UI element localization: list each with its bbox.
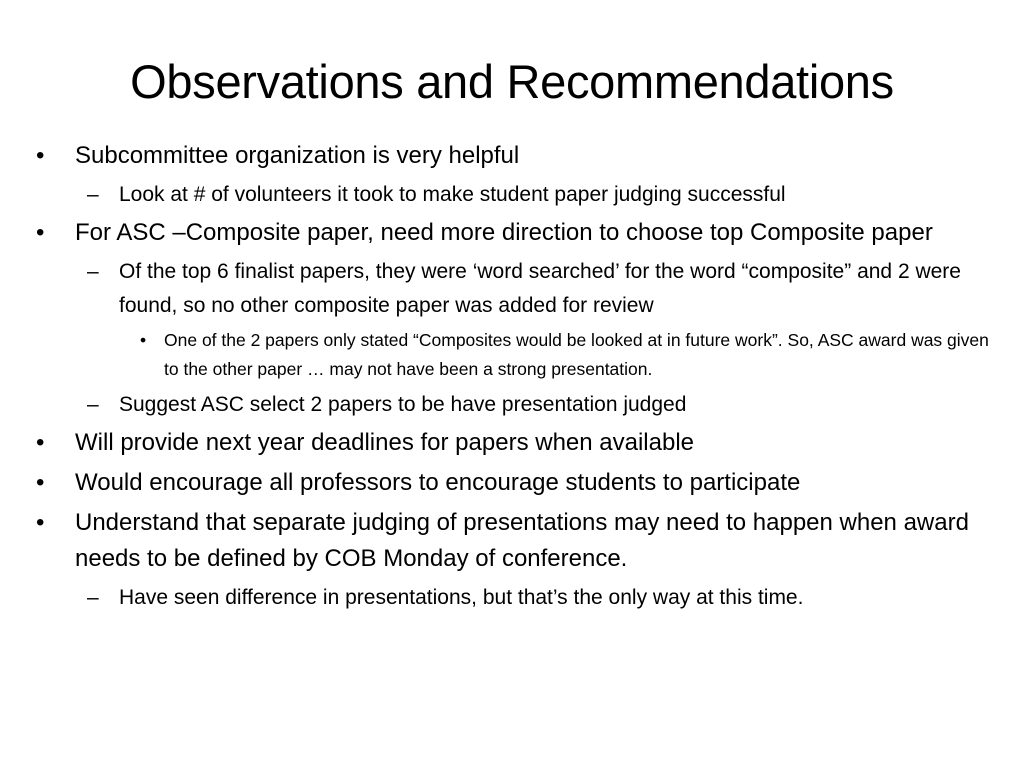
bullet-list <box>36 138 1006 618</box>
bullet-text: For ASC –Composite paper, need more direction to choose top Composite paper <box>75 219 933 246</box>
sub-bullet-text: Suggest ASC select 2 papers to be have presentation judged <box>119 393 687 416</box>
bullet-dot-icon: • <box>36 429 45 456</box>
bullet-dot-icon: • <box>36 142 45 169</box>
sub-bullet-item <box>87 581 1006 615</box>
sub-bullet-item <box>87 255 1006 323</box>
dash-icon: – <box>87 393 99 416</box>
bullet-dot-icon: • <box>36 219 45 246</box>
sub-bullet-text: Have seen difference in presentations, but that’s the only way at this time. <box>119 586 804 609</box>
sub-bullet-item <box>87 178 1006 212</box>
bullet-dot-icon: • <box>36 509 45 536</box>
sub-sub-bullet-text: One of the 2 papers only stated “Composites would be looked at in future work”. So, ASC award was given to the other paper … may not have been a strong presentation. <box>164 330 989 379</box>
bullet-dot-icon: • <box>36 469 45 496</box>
small-bullet-icon: • <box>140 330 147 350</box>
bullet-item <box>36 215 1006 251</box>
bullet-text: Will provide next year deadlines for papers when available <box>75 429 695 456</box>
sub-bullet-item <box>87 388 1006 422</box>
bullet-text: Understand that separate judging of presentations may need to happen when award needs to be defined by COB Monday of conference. <box>75 509 969 572</box>
bullet-item <box>36 138 1006 174</box>
bullet-item <box>36 425 1006 461</box>
dash-icon: – <box>87 586 99 609</box>
sub-bullet-text: Of the top 6 finalist papers, they were ‘word searched’ for the word “composite” and 2 were found, so no other composite paper was added for review <box>119 260 961 317</box>
sub-bullet-text: Look at # of volunteers it took to make student paper judging successful <box>119 183 786 206</box>
bullet-text: Subcommittee organization is very helpful <box>75 142 520 169</box>
bullet-text: Would encourage all professors to encourage students to participate <box>75 469 801 496</box>
bullet-item <box>36 465 1006 501</box>
bullet-item <box>36 505 1006 577</box>
slide-title: Observations and Recommendations <box>130 55 894 108</box>
dash-icon: – <box>87 183 99 206</box>
sub-sub-bullet-item <box>140 326 1006 384</box>
dash-icon: – <box>87 260 99 283</box>
